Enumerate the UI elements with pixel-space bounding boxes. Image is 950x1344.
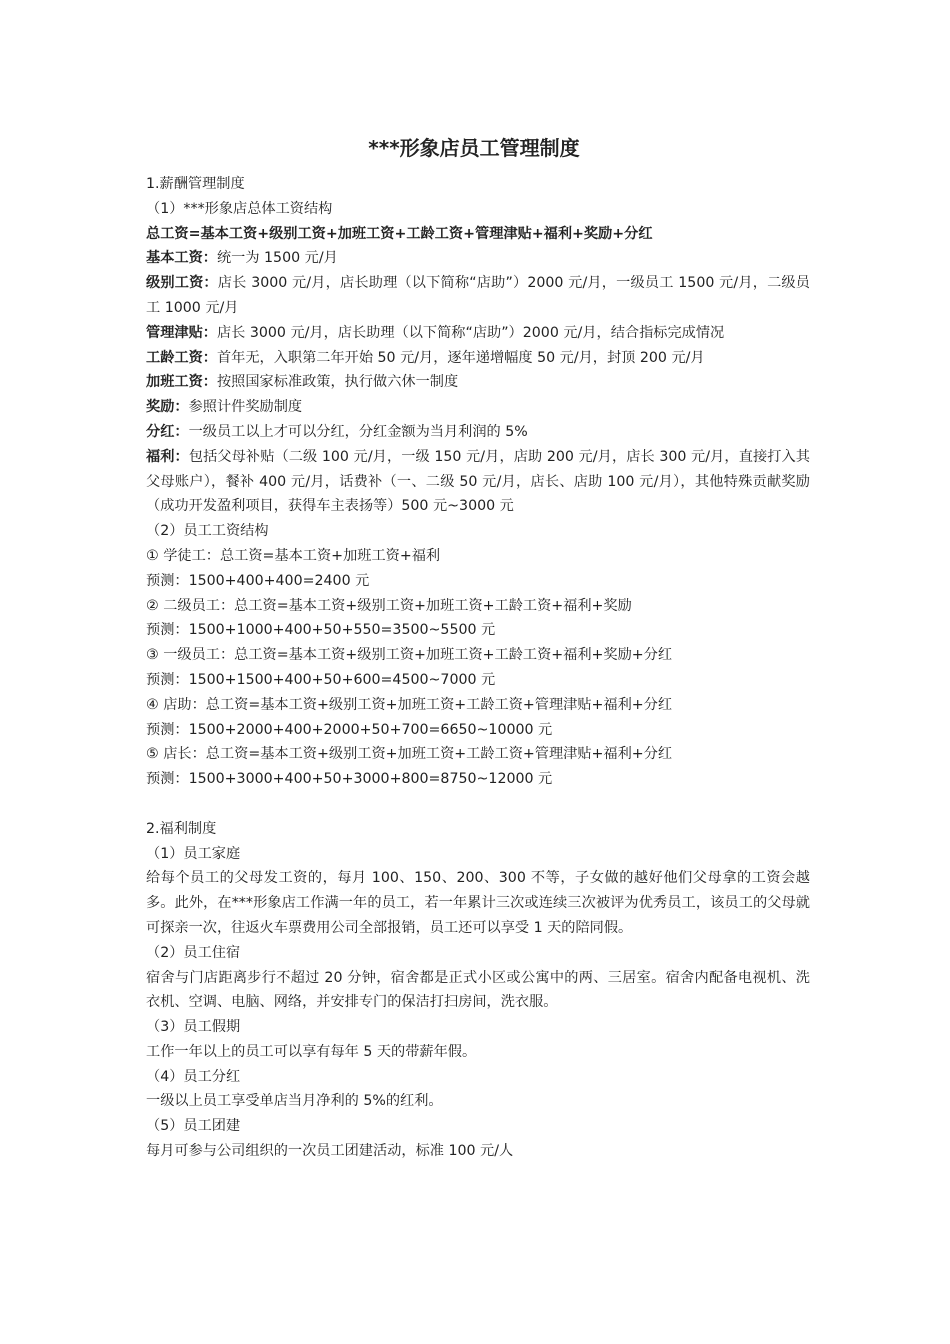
welfare-housing-text: 宿舍与门店距离步行不超过 20 分钟，宿舍都是正式小区或公寓中的两、三居室。宿舍内配备电视机、洗衣机、空调、电脑、网络，并安排专门的保洁打扫房间，洗衣服。 [146, 969, 810, 1011]
salary-item-reward [146, 395, 810, 420]
salary-item-text: 店长 3000 元/月，店长助理（以下简称“店助”）2000 元/月，结合指标完成情况 [216, 324, 725, 341]
salary-item-label: 加班工资： [146, 374, 217, 391]
salary-item-label: 分红： [146, 423, 189, 440]
salary-item-text: 一级员工以上才可以分红，分红金额为当月利润的 5% [188, 423, 528, 440]
salary-item-seniority [146, 346, 810, 371]
role-level1-forecast: 预测：1500+1500+400+50+600=4500~7000 元 [146, 671, 496, 688]
welfare-leave-heading: （3）员工假期 [146, 1019, 241, 1036]
welfare-dividend-text: 一级以上员工享受单店当月净利的 5%的红利。 [146, 1093, 443, 1110]
welfare-teambuilding-heading: （5）员工团建 [146, 1118, 241, 1135]
role-manager-forecast: 预测：1500+3000+400+50+3000+800=8750~12000 元 [146, 771, 553, 788]
role-level2-line: ② 二级员工：总工资=基本工资+级别工资+加班工资+工龄工资+福利+奖励 [146, 597, 632, 614]
document-page [146, 128, 810, 1164]
salary-item-label: 管理津贴： [146, 324, 217, 341]
role-level2-forecast: 预测：1500+1000+400+50+550=3500~5500 元 [146, 622, 496, 639]
salary-formula: 总工资=基本工资+级别工资+加班工资+工龄工资+管理津贴+福利+奖励+分红 [146, 225, 653, 242]
document-title: ***形象店员工管理制度 [368, 136, 580, 160]
section-spacer [146, 792, 810, 817]
role-assistant-forecast: 预测：1500+2000+400+2000+50+700=6650~10000 元 [146, 721, 553, 738]
salary-item-label: 基本工资： [146, 250, 217, 267]
salary-item-text: 店长 3000 元/月，店长助理（以下简称“店助”）2000 元/月，一级员工 1500 元/月，二级员工 1000 元/月 [146, 275, 810, 316]
role-assistant-line: ④ 店助：总工资=基本工资+级别工资+加班工资+工龄工资+管理津贴+福利+分红 [146, 696, 673, 713]
subsection-1-2-heading: （2）员工工资结构 [146, 523, 269, 540]
welfare-dividend-heading: （4）员工分红 [146, 1068, 241, 1085]
salary-item-text: 包括父母补贴（二级 100 元/月，一级 150 元/月，店助 200 元/月，店长 300 元/月，直接打入其父母账户），餐补 400 元/月，话费补（一、二级 50 元/月，店长、店助 100 元/月），其他特殊贡献奖励（成功开发盈利项目，获得车主表扬等）500 元~3000 元 [146, 448, 810, 515]
salary-item-label: 福利： [146, 448, 189, 465]
section-2-heading: 2.福利制度 [146, 820, 217, 837]
salary-item-basic [146, 246, 810, 271]
salary-item-label: 级别工资： [146, 275, 218, 292]
salary-item-welfare [146, 445, 810, 519]
role-level1-line: ③ 一级员工：总工资=基本工资+级别工资+加班工资+工龄工资+福利+奖励+分红 [146, 647, 673, 664]
salary-item-text: 首年无，入职第二年开始 50 元/月，逐年递增幅度 50 元/月，封顶 200 元/月 [216, 349, 705, 366]
salary-item-label: 工龄工资： [146, 349, 217, 366]
salary-item-label: 奖励： [146, 399, 189, 416]
salary-item-overtime [146, 370, 810, 395]
welfare-family-text: 给每个员工的父母发工资的，每月 100、150、200、300 不等，子女做的越好他们父母拿的工资会越多。此外，在***形象店工作满一年的员工，若一年累计三次或连续三次被评为优秀员工，该员工的父母就可探亲一次，往返火车票费用公司全部报销，员工还可以享受 1 天的陪同假。 [146, 870, 810, 936]
welfare-housing-heading: （2）员工住宿 [146, 944, 241, 961]
section-1-heading: 1.薪酬管理制度 [146, 176, 245, 192]
role-apprentice-forecast: 预测：1500+400+400=2400 元 [146, 572, 370, 589]
salary-item-text: 统一为 1500 元/月 [216, 250, 338, 267]
role-apprentice-line: ① 学徒工：总工资=基本工资+加班工资+福利 [146, 547, 441, 564]
salary-item-level [146, 271, 810, 321]
salary-item-text: 参照计件奖励制度 [188, 399, 303, 416]
salary-item-dividend [146, 420, 810, 445]
welfare-teambuilding-text: 每月可参与公司组织的一次员工团建活动，标准 100 元/人 [146, 1143, 514, 1160]
salary-item-text: 按照国家标准政策，执行做六休一制度 [216, 374, 459, 391]
subsection-1-1-heading: （1）***形象店总体工资结构 [146, 200, 333, 217]
role-manager-line: ⑤ 店长：总工资=基本工资+级别工资+加班工资+工龄工资+管理津贴+福利+分红 [146, 746, 673, 763]
salary-item-management [146, 321, 810, 346]
welfare-family-heading: （1）员工家庭 [146, 845, 241, 862]
welfare-leave-text: 工作一年以上的员工可以享有每年 5 天的带薪年假。 [146, 1043, 477, 1060]
